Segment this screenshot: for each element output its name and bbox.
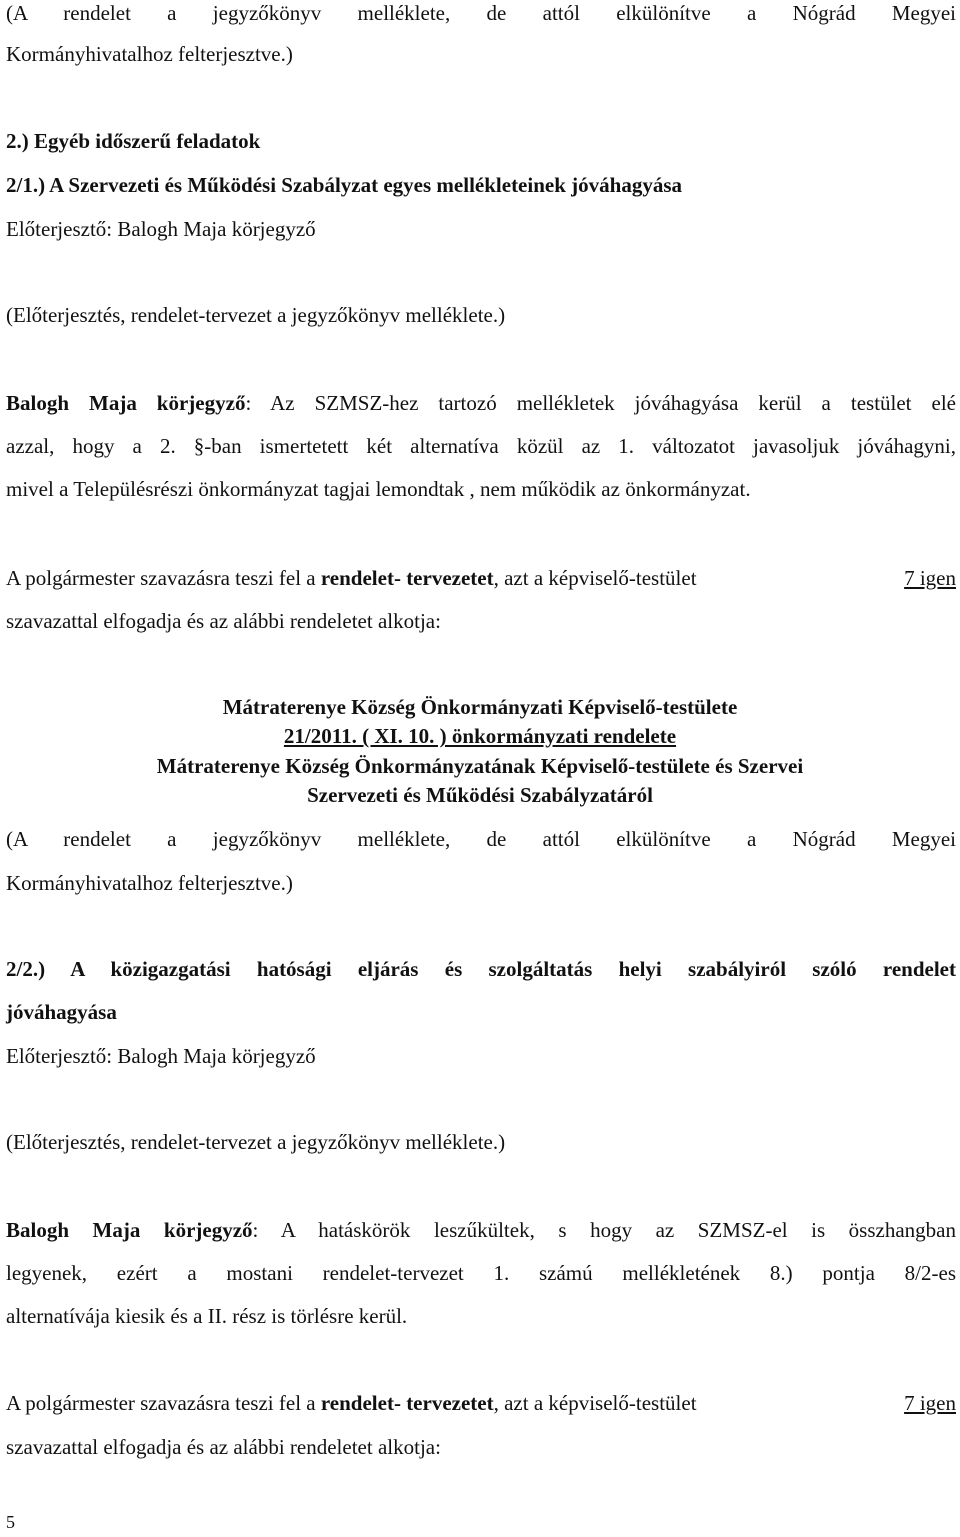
paragraph-line: szavazattal elfogadja és az alábbi rendeletet alkotja: — [6, 1435, 441, 1459]
paragraph-line: Balogh Maja körjegyző: Az SZMSZ-hez tartozó mellékletek jóváhagyása kerül a testület elé — [6, 391, 956, 415]
paragraph-line: legyenek, ezért a mostani rendelet-tervezet 1. számú mellékletének 8.) pontja 8/2-es — [6, 1261, 956, 1285]
decree-number: 21/2011. ( XI. 10. ) önkormányzati rendelete — [283, 724, 677, 748]
vote-count: 7 igen — [904, 566, 956, 590]
presenter-line: Előterjesztő: Balogh Maja körjegyző — [6, 1044, 316, 1068]
decree-title: Mátraterenye Község Önkormányzatának Képviselő-testülete és Szervei — [156, 754, 804, 778]
decree-title: Szervezeti és Működési Szabályzatáról — [307, 783, 653, 807]
paragraph-line: mivel a Településrészi önkormányzat tagjai lemondtak , nem működik az önkormányzat. — [6, 477, 751, 501]
decree-title: Mátraterenye Község Önkormányzati Képviselő-testülete — [222, 695, 738, 719]
presenter-line: Előterjesztő: Balogh Maja körjegyző — [6, 217, 316, 241]
vote-count: 7 igen — [904, 1391, 956, 1415]
subsection-heading: 2/2.) A közigazgatási hatósági eljárás és szolgáltatás helyi szabályiról szóló rendelet — [6, 957, 956, 981]
attachment-note: (Előterjesztés, rendelet-tervezet a jegyzőkönyv melléklete.) — [6, 303, 506, 327]
page-number: 5 — [6, 1512, 15, 1532]
subsection-heading: 2/1.) A Szervezeti és Működési Szabályzat egyes mellékleteinek jóváhagyása — [6, 173, 682, 197]
paragraph-line: Balogh Maja körjegyző: A hatáskörök leszűkültek, s hogy az SZMSZ-el is összhangban — [6, 1218, 956, 1242]
vote-line: A polgármester szavazásra teszi fel a rendelet- tervezetet, azt a képviselő-testület 7 igen — [6, 1391, 956, 1415]
attachment-note: (Előterjesztés, rendelet-tervezet a jegyzőkönyv melléklete.) — [6, 1130, 506, 1154]
paragraph-line: szavazattal elfogadja és az alábbi rendeletet alkotja: — [6, 609, 441, 633]
paragraph-line: (A rendelet a jegyzőkönyv melléklete, de attól elkülönítve a Nógrád Megyei — [6, 1, 956, 25]
paragraph-line: azzal, hogy a 2. §-ban ismertetett két alternatíva közül az 1. változatot javasoljuk jóváhagyni, — [6, 434, 956, 458]
paragraph-line: Kormányhivatalhoz felterjesztve.) — [6, 42, 293, 66]
paragraph-line: Kormányhivatalhoz felterjesztve.) — [6, 871, 293, 895]
paragraph-line: alternatívája kiesik és a II. rész is törlésre kerül. — [6, 1304, 408, 1328]
paragraph-line: (A rendelet a jegyzőkönyv melléklete, de attól elkülönítve a Nógrád Megyei — [6, 827, 956, 851]
subsection-heading: jóváhagyása — [6, 1000, 117, 1024]
section-heading: 2.) Egyéb időszerű feladatok — [6, 129, 261, 153]
vote-line: A polgármester szavazásra teszi fel a rendelet- tervezetet, azt a képviselő-testület 7 igen — [6, 566, 956, 590]
